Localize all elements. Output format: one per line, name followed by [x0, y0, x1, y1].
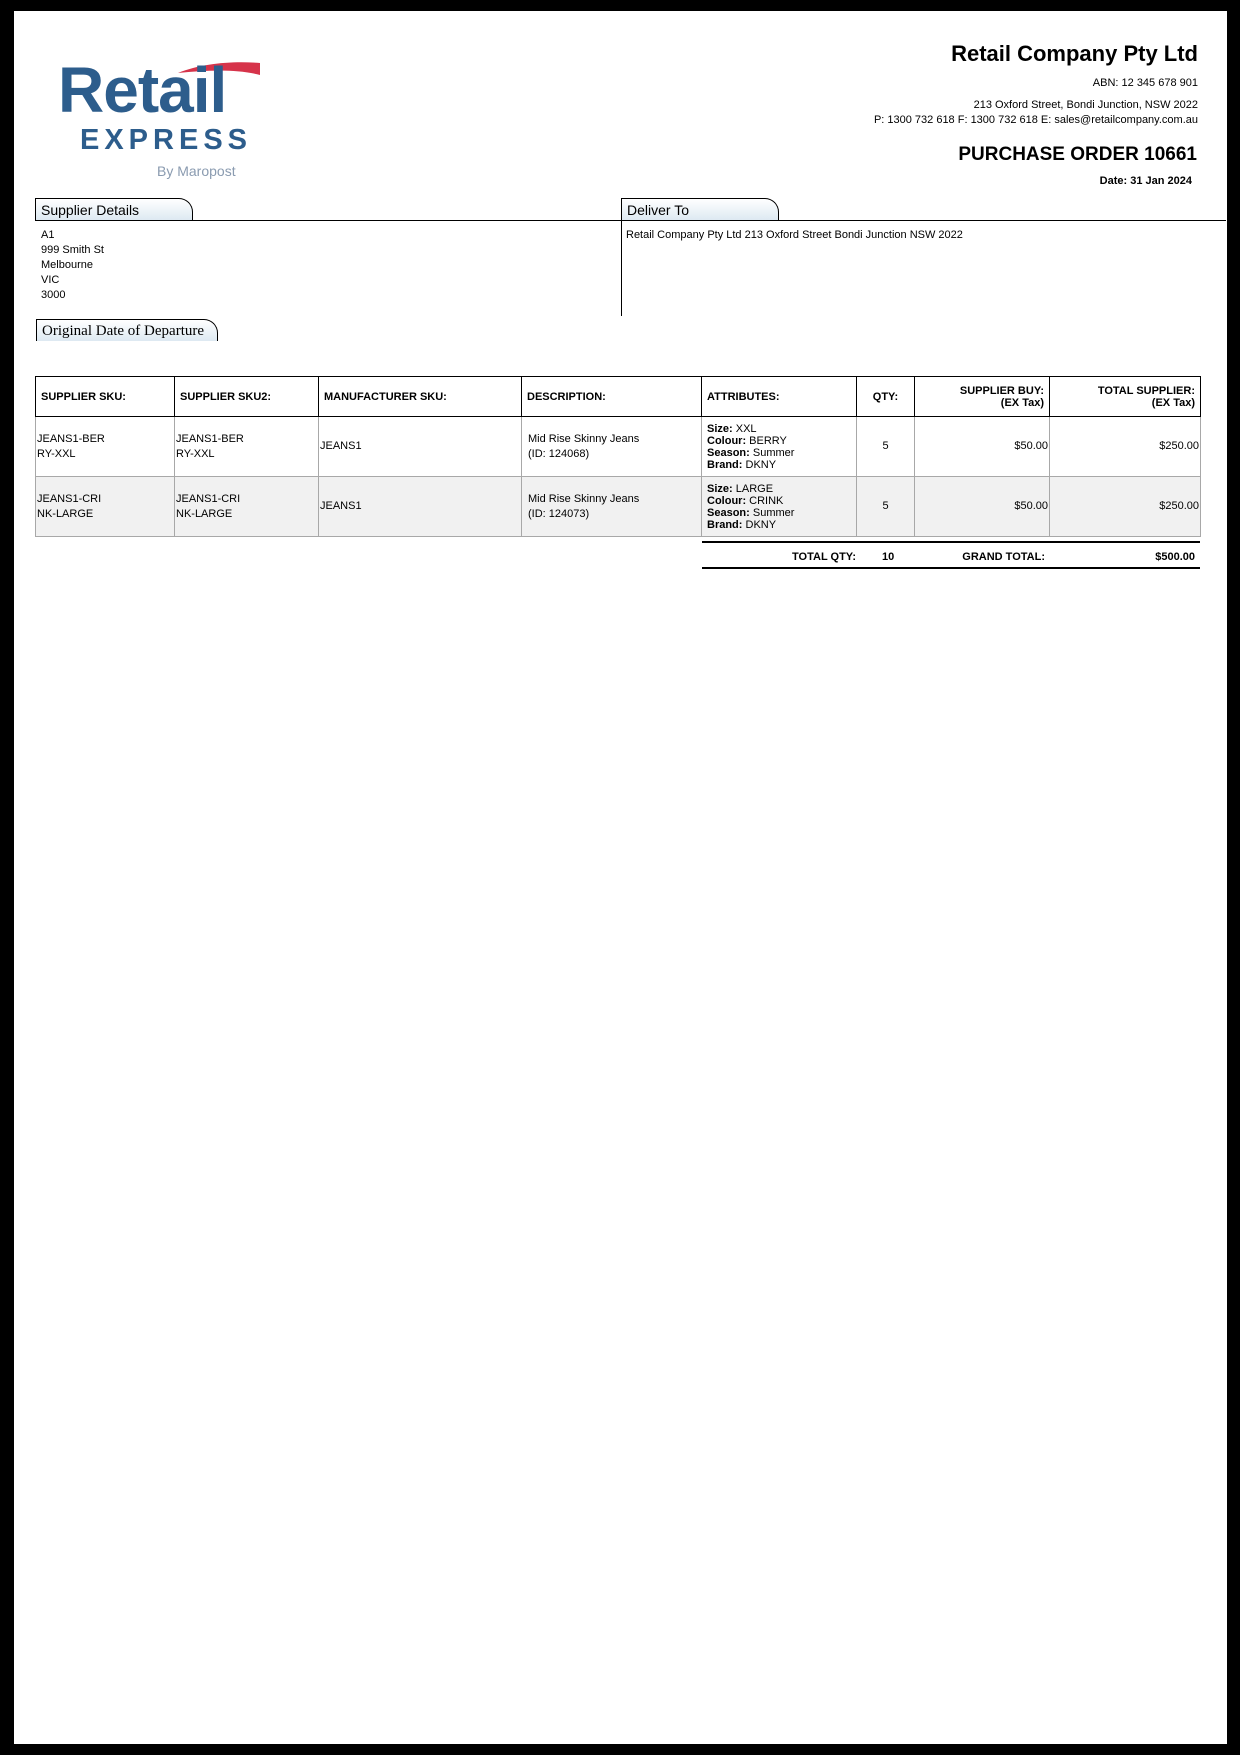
page-title: PURCHASE ORDER 10661 [958, 144, 1197, 165]
cell-supplier-sku [36, 477, 175, 537]
cell-total-supplier: $250.00 [1050, 477, 1201, 537]
attr-label: Size: [707, 482, 733, 495]
column-header-qty: QTY: [857, 377, 915, 417]
cell-total-supplier: $250.00 [1050, 417, 1201, 477]
cell-text: (ID: 124068) [528, 447, 590, 460]
column-header-supplier-sku2: SUPPLIER SKU2: [175, 377, 319, 417]
document-page [14, 11, 1227, 1744]
cell-text: JEANS1-BER [176, 432, 244, 445]
cell-text: JEANS1-CRI [37, 492, 102, 505]
table-row [36, 477, 1201, 537]
original-date-of-departure-tab: Original Date of Departure [36, 319, 218, 341]
company-contact: P: 1300 732 618 F: 1300 732 618 E: sales@retailcompany.com.au [873, 114, 1198, 126]
column-header-description: DESCRIPTION: [522, 377, 702, 417]
company-abn: ABN: 12 345 678 901 [1092, 77, 1198, 89]
attr-value: Summer [752, 506, 795, 519]
cell-description [522, 477, 702, 537]
supplier-address-line: Melbourne [41, 259, 93, 271]
company-address: 213 Oxford Street, Bondi Junction, NSW 2022 [973, 99, 1198, 111]
column-header-manufacturer-sku: MANUFACTURER SKU: [319, 377, 522, 417]
attr-label: Size: [707, 422, 733, 435]
company-name: Retail Company Pty Ltd [951, 41, 1198, 66]
company-header [874, 41, 1198, 128]
supplier-details-tab: Supplier Details [35, 198, 193, 220]
attr-value: DKNY [745, 458, 777, 471]
order-date: Date: 31 Jan 2024 [1099, 175, 1192, 187]
cell-text: NK-LARGE [37, 507, 94, 520]
totals-row [702, 541, 1200, 569]
cell-manufacturer-sku: JEANS1 [319, 477, 522, 537]
cell-text: (ID: 124073) [528, 507, 590, 520]
cell-supplier-sku [36, 417, 175, 477]
column-header-supplier-buy-line2: (EX Tax) [1000, 396, 1044, 409]
table-row [36, 417, 1201, 477]
cell-description [522, 417, 702, 477]
column-header-total-supplier-line1: TOTAL SUPPLIER: [1097, 384, 1195, 397]
attr-label: Colour: [707, 434, 747, 447]
deliver-address: Retail Company Pty Ltd 213 Oxford Street Bondi Junction NSW 2022 [626, 229, 963, 241]
cell-text: JEANS1-BER [37, 432, 105, 445]
column-header-supplier-buy [915, 377, 1050, 417]
grand-total-label: GRAND TOTAL: [962, 551, 1045, 563]
attr-value: BERRY [749, 434, 787, 447]
cell-text: Mid Rise Skinny Jeans [528, 432, 640, 445]
logo-byline: By Maropost [157, 163, 236, 179]
attr-value: CRINK [749, 494, 784, 507]
cell-qty: 5 [857, 417, 915, 477]
total-qty-label: TOTAL QTY: [792, 551, 856, 563]
column-header-supplier-sku: SUPPLIER SKU: [36, 377, 175, 417]
supplier-address [41, 228, 104, 303]
cell-text: RY-XXL [176, 447, 215, 460]
retail-express-logo [58, 53, 258, 183]
column-header-supplier-buy-line1: SUPPLIER BUY: [959, 384, 1044, 397]
attr-label: Season: [707, 446, 750, 459]
attr-label: Brand: [707, 458, 743, 471]
column-header-attributes: ATTRIBUTES: [702, 377, 857, 417]
attr-label: Season: [707, 506, 750, 519]
column-divider [621, 220, 622, 316]
total-qty-value: 10 [882, 551, 895, 563]
deliver-to-tab: Deliver To [621, 198, 779, 220]
supplier-address-line: 3000 [41, 289, 66, 301]
cell-manufacturer-sku: JEANS1 [319, 417, 522, 477]
attr-value: LARGE [735, 482, 774, 495]
cell-text: NK-LARGE [176, 507, 233, 520]
cell-supplier-sku2 [175, 417, 319, 477]
cell-text: Mid Rise Skinny Jeans [528, 492, 640, 505]
supplier-address-line: 999 Smith St [41, 244, 104, 256]
cell-text: RY-XXL [37, 447, 76, 460]
cell-supplier-buy: $50.00 [915, 477, 1050, 537]
attr-label: Colour: [707, 494, 747, 507]
cell-attributes [702, 417, 857, 477]
attr-value: Summer [752, 446, 795, 459]
attr-value: DKNY [745, 518, 777, 531]
grand-total-value: $500.00 [1155, 551, 1195, 563]
logo-wordmark-bottom: EXPRESS [80, 124, 252, 156]
column-header-total-supplier [1050, 377, 1201, 417]
logo-wordmark-top: Retail [58, 54, 227, 126]
cell-qty: 5 [857, 477, 915, 537]
supplier-address-line: VIC [41, 274, 60, 286]
column-header-total-supplier-line2: (EX Tax) [1151, 396, 1195, 409]
cell-supplier-sku2 [175, 477, 319, 537]
attr-label: Brand: [707, 518, 743, 531]
supplier-address-line: A1 [41, 229, 55, 241]
table-header-row [36, 377, 1201, 417]
purchase-order-items-table [35, 376, 1201, 537]
cell-text: JEANS1-CRI [176, 492, 241, 505]
cell-supplier-buy: $50.00 [915, 417, 1050, 477]
attr-value: XXL [735, 422, 757, 435]
cell-attributes [702, 477, 857, 537]
